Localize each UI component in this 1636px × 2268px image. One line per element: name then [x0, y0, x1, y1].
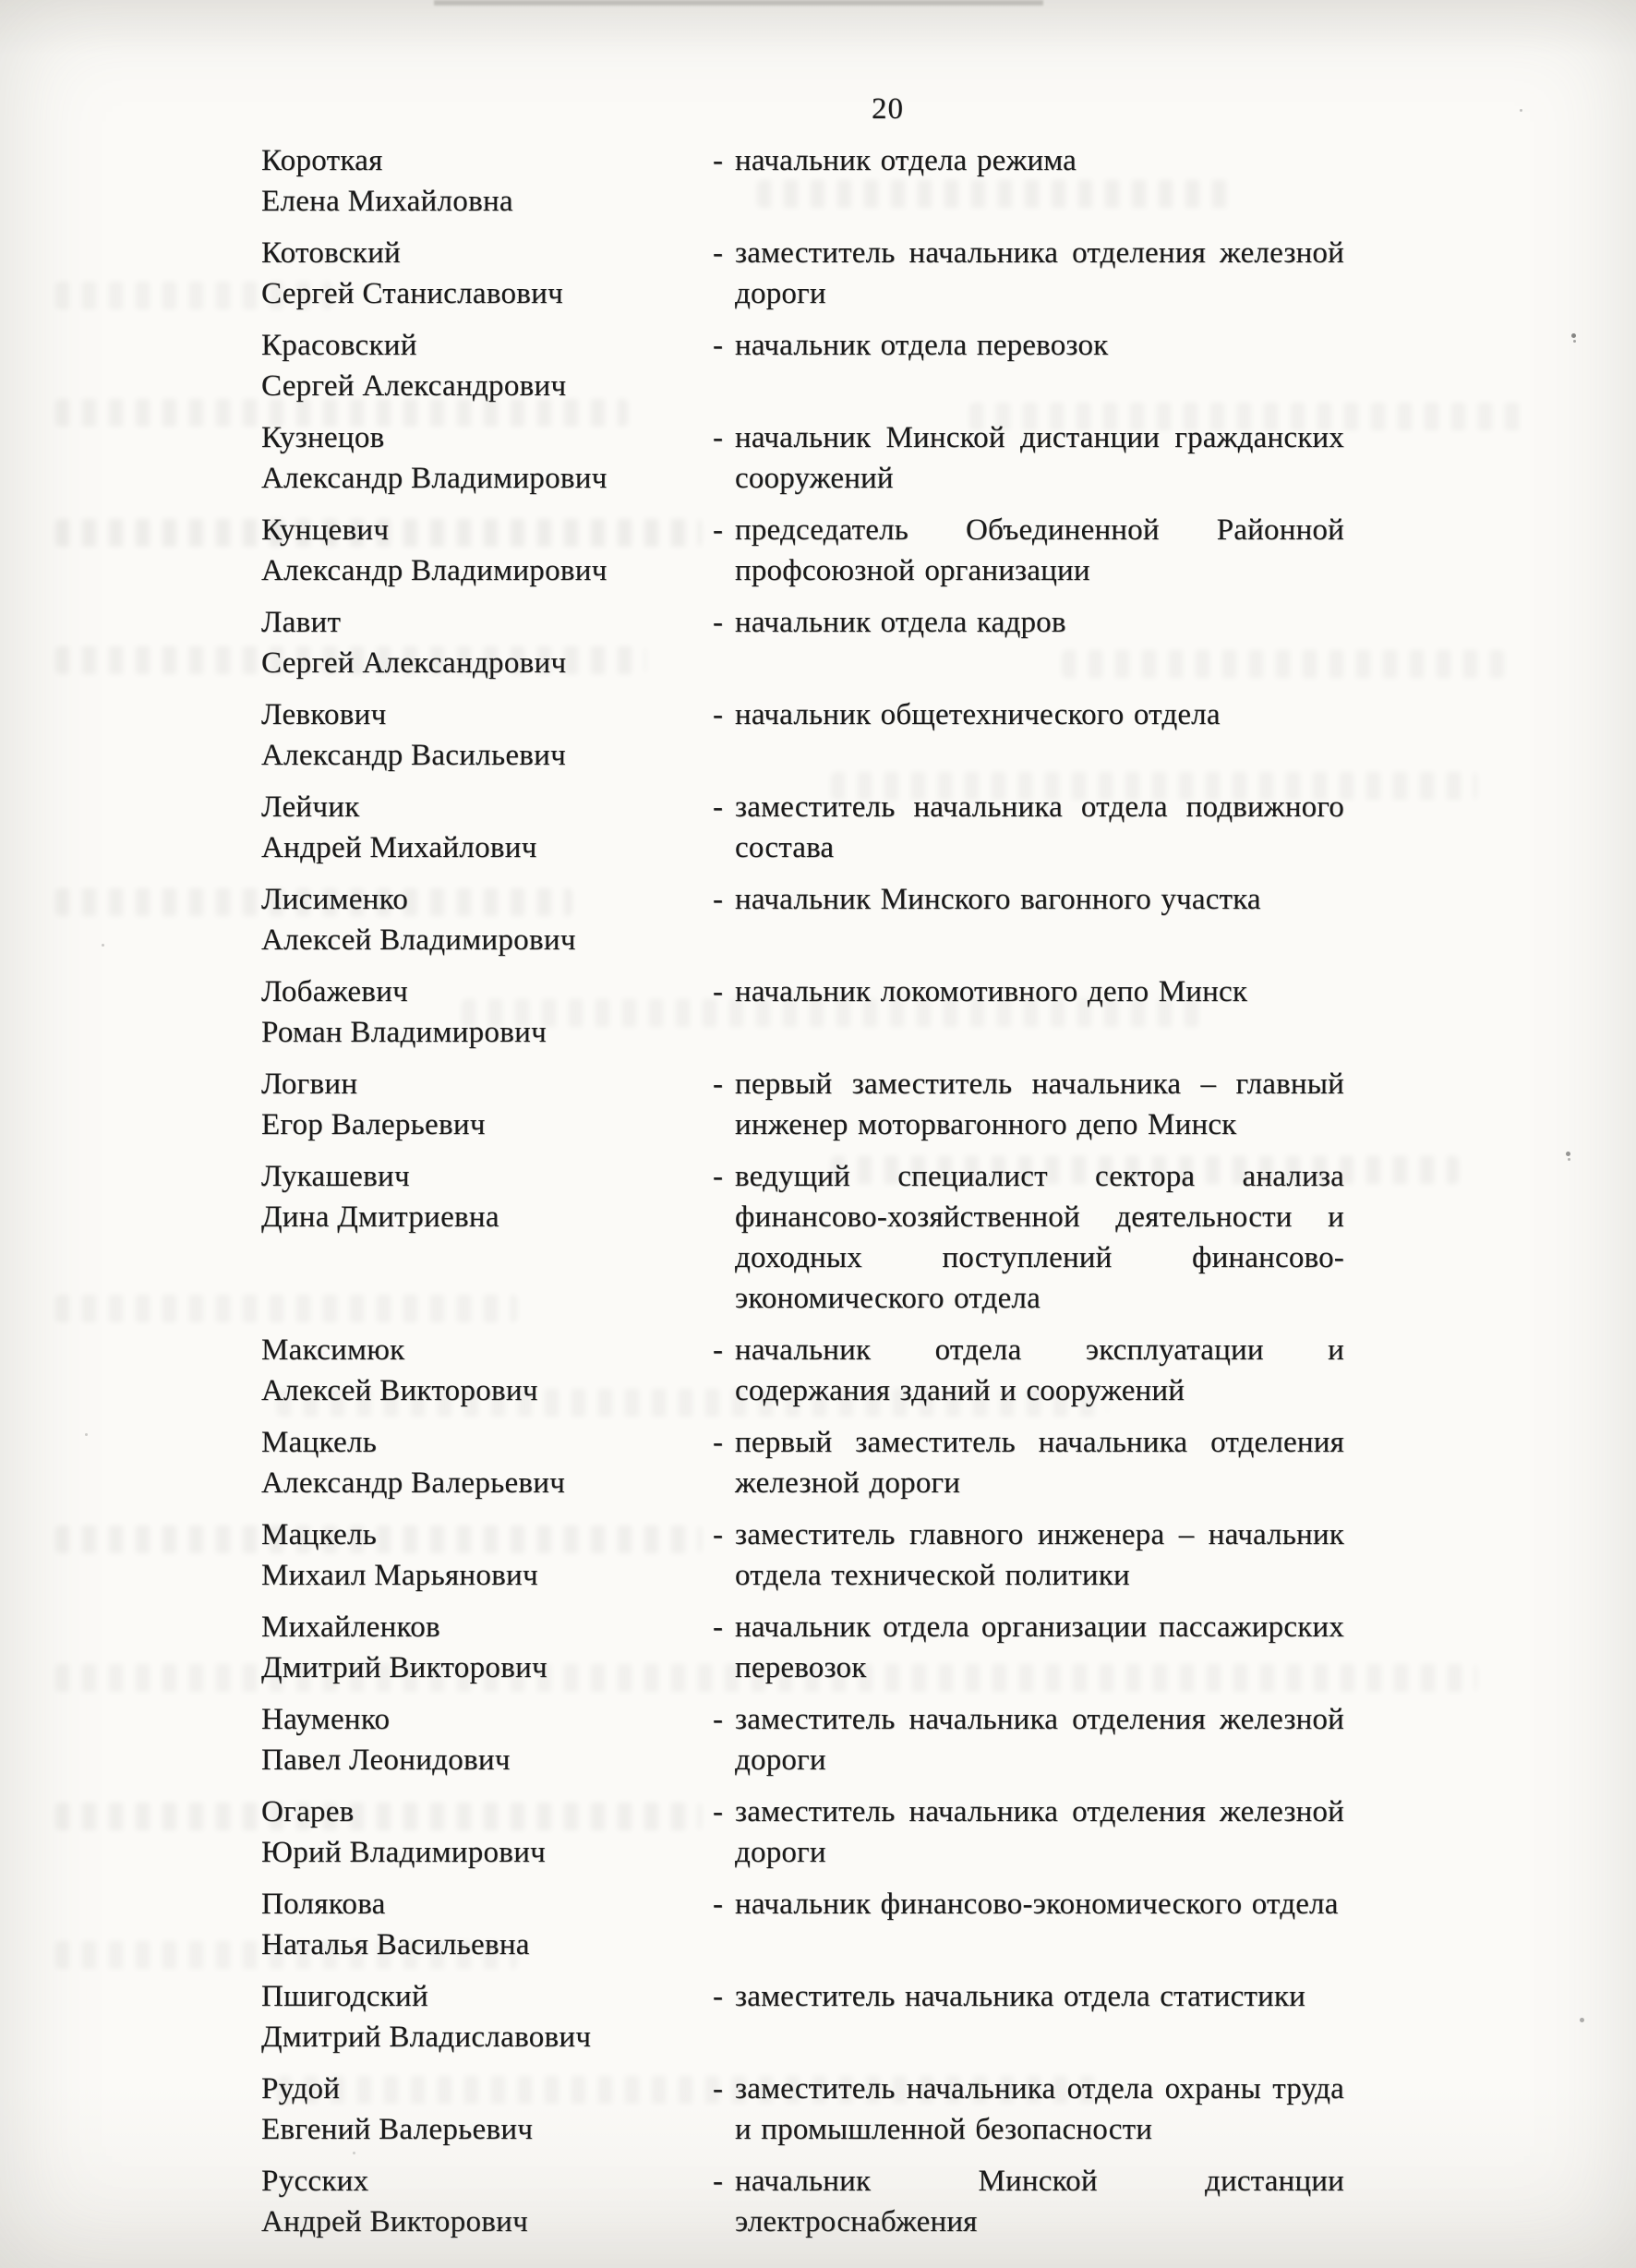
dash-separator: -: [713, 2165, 723, 2198]
person-position: [713, 1699, 1514, 1780]
person-name-block: [261, 1330, 713, 1411]
position-text: заместитель начальника отдела подвижного состава: [735, 790, 1344, 864]
person-position: [713, 971, 1514, 1053]
person-firstname-patronymic: Андрей Викторович: [261, 2205, 529, 2238]
person-surname: Максимюк: [261, 1333, 405, 1367]
table-row: [261, 694, 1514, 776]
person-firstname-patronymic: Дмитрий Владиславович: [261, 2021, 592, 2054]
dash-separator: -: [713, 1795, 723, 1828]
position-text: начальник Минской дистанции электроснабжения: [735, 2165, 1344, 2238]
person-firstname-patronymic: Сергей Александрович: [261, 369, 567, 403]
person-firstname-patronymic: Сергей Станиславович: [261, 277, 564, 310]
table-row: [261, 325, 1514, 406]
dash-separator: -: [713, 236, 723, 270]
person-name-block: [261, 1156, 713, 1319]
position-text: заместитель начальника отделения железной дороги: [735, 1795, 1344, 1869]
dash-separator: -: [713, 1611, 723, 1644]
person-surname: Михайленков: [261, 1611, 440, 1644]
dash-separator: -: [713, 329, 723, 362]
dash-separator: -: [713, 883, 723, 916]
page-number: 20: [872, 92, 904, 126]
person-surname: Мацкель: [261, 1426, 378, 1459]
person-name-block: [261, 325, 713, 406]
person-name-block: [261, 2161, 713, 2242]
person-firstname-patronymic: Елена Михайловна: [261, 185, 513, 218]
person-position: [713, 1791, 1514, 1873]
person-position: [713, 879, 1514, 960]
dash-separator: -: [713, 513, 723, 547]
position-text: начальник отдела перевозок: [735, 329, 1109, 362]
table-row: [261, 1607, 1514, 1688]
person-surname: Огарев: [261, 1795, 355, 1828]
person-name-block: [261, 694, 713, 776]
table-row: [261, 2161, 1514, 2242]
person-firstname-patronymic: Алексей Владимирович: [261, 923, 576, 957]
dash-separator: -: [713, 1703, 723, 1736]
person-name-block: [261, 1064, 713, 1145]
person-firstname-patronymic: Роман Владимирович: [261, 1016, 547, 1049]
directory-list: [261, 140, 1514, 2242]
person-position: [713, 325, 1514, 406]
person-position: [713, 1330, 1514, 1411]
person-firstname-patronymic: Павел Леонидович: [261, 1743, 511, 1777]
table-row: [261, 1330, 1514, 1411]
dash-separator: -: [713, 790, 723, 824]
table-row: [261, 140, 1514, 222]
person-position: [713, 1607, 1514, 1688]
table-row: [261, 510, 1514, 591]
person-firstname-patronymic: Евгений Валерьевич: [261, 2113, 534, 2146]
table-row: [261, 602, 1514, 683]
person-name-block: [261, 1422, 713, 1503]
person-name-block: [261, 2069, 713, 2150]
table-row: [261, 787, 1514, 868]
table-row: [261, 1422, 1514, 1503]
person-name-block: [261, 1514, 713, 1596]
person-firstname-patronymic: Александр Владимирович: [261, 462, 607, 495]
dash-separator: -: [713, 421, 723, 454]
dash-separator: -: [713, 1068, 723, 1101]
person-position: [713, 2161, 1514, 2242]
dash-separator: -: [713, 1160, 723, 1193]
person-name-block: [261, 1607, 713, 1688]
table-row: [261, 1156, 1514, 1319]
person-surname: Котовский: [261, 236, 402, 270]
person-position: [713, 417, 1514, 499]
person-name-block: [261, 140, 713, 222]
person-position: [713, 1884, 1514, 1965]
person-name-block: [261, 971, 713, 1053]
person-name-block: [261, 1884, 713, 1965]
person-name-block: [261, 787, 713, 868]
person-surname: Лисименко: [261, 883, 409, 916]
person-surname: Левкович: [261, 698, 387, 731]
person-surname: Науменко: [261, 1703, 391, 1736]
table-row: [261, 1699, 1514, 1780]
person-surname: Мацкель: [261, 1518, 378, 1551]
table-row: [261, 1791, 1514, 1873]
person-firstname-patronymic: Сергей Александрович: [261, 646, 567, 680]
position-text: первый заместитель начальника отделения железной дороги: [735, 1426, 1344, 1500]
person-surname: Кунцевич: [261, 513, 390, 547]
person-surname: Полякова: [261, 1888, 386, 1921]
person-position: [713, 694, 1514, 776]
dash-separator: -: [713, 1980, 723, 2013]
table-row: [261, 233, 1514, 314]
person-firstname-patronymic: Юрий Владимирович: [261, 1836, 547, 1869]
person-position: [713, 233, 1514, 314]
dash-separator: -: [713, 1333, 723, 1367]
position-text: первый заместитель начальника – главный инженер моторвагонного депо Минск: [735, 1068, 1344, 1141]
person-surname: Красовский: [261, 329, 417, 362]
person-position: [713, 787, 1514, 868]
position-text: начальник общетехнического отдела: [735, 698, 1221, 731]
dash-separator: -: [713, 975, 723, 1008]
person-firstname-patronymic: Михаил Марьянович: [261, 1559, 538, 1592]
person-position: [713, 1514, 1514, 1596]
person-surname: Лукашевич: [261, 1160, 410, 1193]
person-firstname-patronymic: Егор Валерьевич: [261, 1108, 486, 1141]
person-position: [713, 140, 1514, 222]
position-text: заместитель начальника отделения железной дороги: [735, 236, 1344, 310]
position-text: начальник финансово-экономического отдела: [735, 1888, 1339, 1921]
position-text: начальник Минской дистанции гражданских сооружений: [735, 421, 1344, 495]
person-name-block: [261, 417, 713, 499]
person-surname: Рудой: [261, 2072, 341, 2105]
person-position: [713, 510, 1514, 591]
position-text: начальник Минского вагонного участка: [735, 883, 1261, 916]
person-firstname-patronymic: Наталья Васильевна: [261, 1928, 530, 1961]
dash-separator: -: [713, 698, 723, 731]
table-row: [261, 971, 1514, 1053]
person-position: [713, 602, 1514, 683]
person-firstname-patronymic: Александр Васильевич: [261, 739, 567, 772]
person-surname: Кузнецов: [261, 421, 385, 454]
person-position: [713, 1976, 1514, 2057]
table-row: [261, 879, 1514, 960]
position-text: заместитель начальника отделения железной дороги: [735, 1703, 1344, 1777]
document-content: [261, 89, 1514, 2253]
position-text: заместитель начальника отдела статистики: [735, 1980, 1306, 2013]
person-name-block: [261, 602, 713, 683]
person-surname: Лейчик: [261, 790, 360, 824]
table-row: [261, 1064, 1514, 1145]
person-firstname-patronymic: Дмитрий Викторович: [261, 1651, 547, 1684]
position-text: начальник локомотивного депо Минск: [735, 975, 1248, 1008]
person-firstname-patronymic: Алексей Викторович: [261, 1374, 538, 1407]
position-text: начальник отдела кадров: [735, 606, 1066, 639]
person-firstname-patronymic: Александр Владимирович: [261, 554, 607, 587]
position-text: ведущий специалист сектора анализа финансово-хозяйственной деятельности и доходных поступлений финансово-экономического отдела: [735, 1160, 1344, 1315]
position-text: начальник отдела организации пассажирских перевозок: [735, 1611, 1344, 1684]
person-position: [713, 2069, 1514, 2150]
person-firstname-patronymic: Дина Дмитриевна: [261, 1200, 499, 1234]
dash-separator: -: [713, 1888, 723, 1921]
person-name-block: [261, 1791, 713, 1873]
person-name-block: [261, 1976, 713, 2057]
table-row: [261, 1884, 1514, 1965]
position-text: заместитель главного инженера – начальник отдела технической политики: [735, 1518, 1344, 1592]
table-row: [261, 1514, 1514, 1596]
dash-separator: -: [713, 606, 723, 639]
position-text: начальник отдела эксплуатации и содержания зданий и сооружений: [735, 1333, 1344, 1407]
table-row: [261, 417, 1514, 499]
position-text: начальник отдела режима: [735, 144, 1077, 177]
person-firstname-patronymic: Александр Валерьевич: [261, 1466, 566, 1500]
person-surname: Короткая: [261, 144, 383, 177]
person-surname: Логвин: [261, 1068, 358, 1101]
dash-separator: -: [713, 2072, 723, 2105]
person-position: [713, 1064, 1514, 1145]
person-position: [713, 1156, 1514, 1319]
dash-separator: -: [713, 1426, 723, 1459]
person-name-block: [261, 233, 713, 314]
person-surname: Лавит: [261, 606, 342, 639]
position-text: председатель Объединенной Районной профсоюзной организации: [735, 513, 1344, 587]
person-name-block: [261, 1699, 713, 1780]
dash-separator: -: [713, 1518, 723, 1551]
position-text: заместитель начальника отдела охраны труда и промышленной безопасности: [735, 2072, 1344, 2146]
table-row: [261, 2069, 1514, 2150]
person-firstname-patronymic: Андрей Михайлович: [261, 831, 537, 864]
dash-separator: -: [713, 144, 723, 177]
person-position: [713, 1422, 1514, 1503]
scan-speck-artifacts: [0, 0, 3, 3]
table-row: [261, 1976, 1514, 2057]
person-surname: Русских: [261, 2165, 369, 2198]
person-name-block: [261, 879, 713, 960]
person-surname: Лобажевич: [261, 975, 409, 1008]
person-surname: Пшигодский: [261, 1980, 428, 2013]
scan-edge-artifact: [434, 0, 1043, 6]
person-name-block: [261, 510, 713, 591]
